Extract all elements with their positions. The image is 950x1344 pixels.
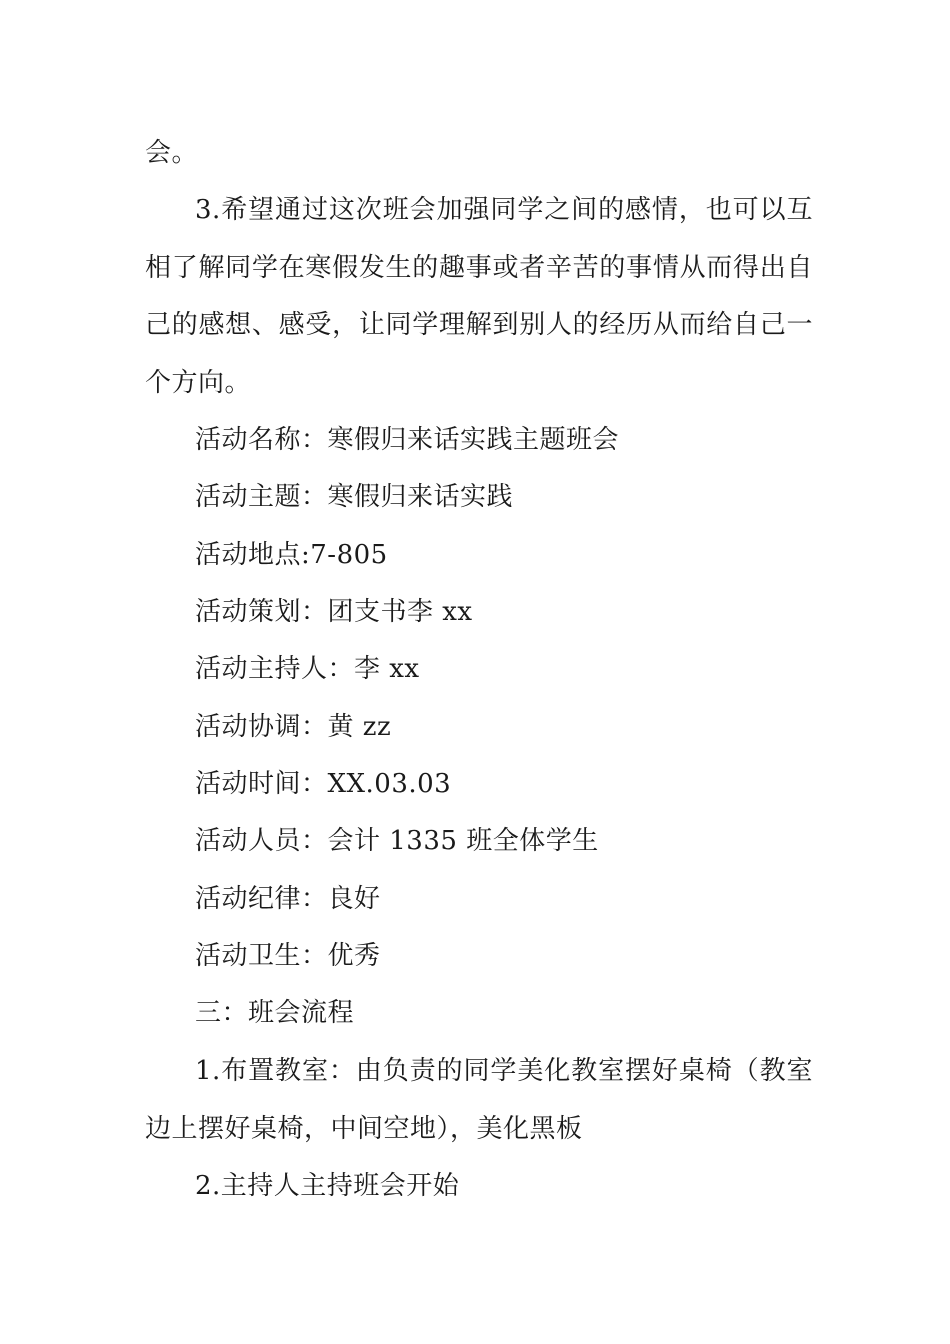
process-step-2: 2.主持人主持班会开始 [195,1171,460,1201]
process-step-1: 1.布置教室：由负责的同学美化教室摆好桌椅（教室边上摆好桌椅，中间空地），美化黑板 [145,1056,813,1144]
activity-hygiene: 活动卫生：优秀 [195,941,381,971]
activity-time: 活动时间：XX.03.03 [195,769,452,799]
activity-discipline: 活动纪律：良好 [195,884,381,914]
continuation-text: 会。 [145,138,199,168]
activity-name: 活动名称：寒假归来话实践主题班会 [195,425,620,455]
activity-planner: 活动策划：团支书李 xx [195,597,473,627]
activity-coordinator: 活动协调：黄 zz [195,712,392,742]
purpose-paragraph-3: 3.希望通过这次班会加强同学之间的感情，也可以互相了解同学在寒假发生的趣事或者辛苦的事情从而得出自己的感想、感受，让同学理解到别人的经历从而给自己一个方向。 [145,195,813,398]
activity-people: 活动人员：会计 1335 班全体学生 [195,826,599,856]
section-heading-process: 三：班会流程 [195,998,355,1028]
activity-host: 活动主持人：李 xx [195,654,420,684]
activity-theme: 活动主题：寒假归来话实践 [195,482,514,512]
activity-location: 活动地点:7-805 [195,540,388,570]
